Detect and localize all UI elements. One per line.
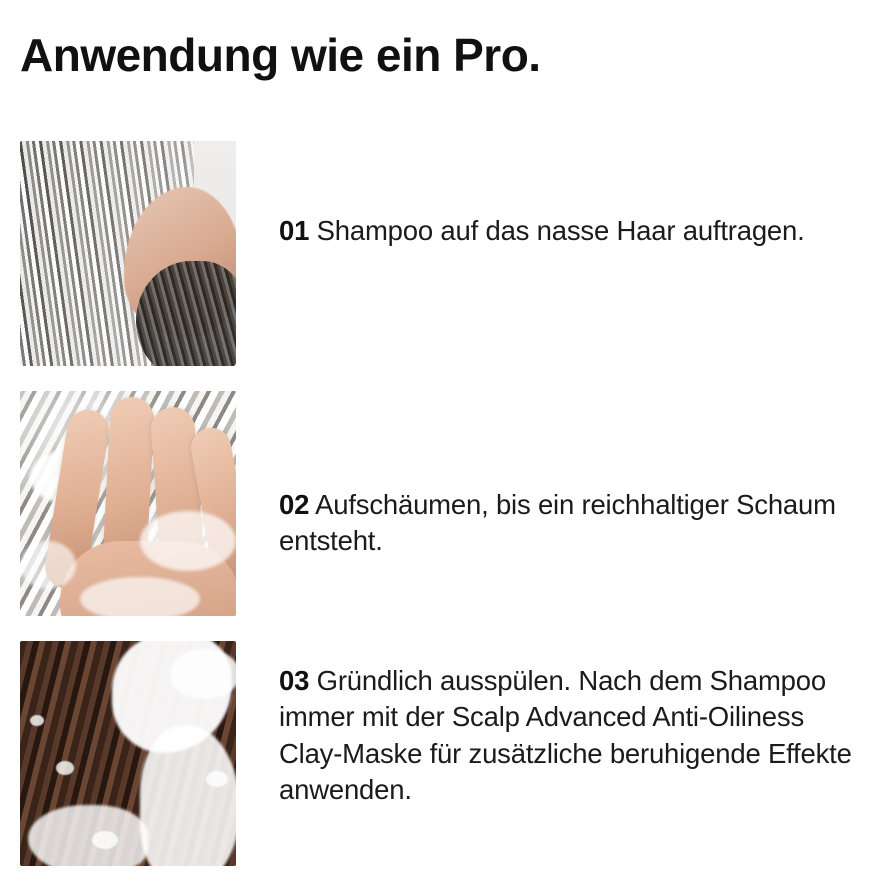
foam-blob [80,577,200,616]
shampoo-applied-to-wet-hair-photo [20,141,236,366]
step-text [279,487,870,560]
foam-droplet [56,761,74,775]
list-item [0,641,870,866]
list-item [0,141,870,366]
step-description: Aufschäumen, bis ein reichhaltiger Schaum entsteht. [279,489,836,557]
foam-blob [170,649,236,699]
foam-blob [28,805,148,866]
foam-blob [140,725,236,866]
step-number: 03 [279,665,310,696]
step-number: 02 [279,489,310,520]
rinsing-dark-hair-with-foam-photo [20,641,236,866]
step-description: Gründlich ausspülen. Nach dem Shampoo immer mit der Scalp Advanced Anti-Oiliness Clay-Maske für zusätzliche beruhigende Effekte anwenden. [279,665,852,805]
hands-lathering-foam-photo [20,391,236,616]
list-item [0,391,870,616]
step-text [279,663,870,808]
steps-list [0,141,870,891]
foam-blob [140,511,236,571]
foam-droplet [30,715,44,726]
page-title: Anwendung wie ein Pro. [20,28,541,81]
foam-droplet [92,831,118,849]
step-number: 01 [279,215,310,246]
foam-droplet [206,771,228,787]
step-description: Shampoo auf das nasse Haar auftragen. [309,215,805,246]
step-text [279,213,823,249]
foam-blob [20,541,76,589]
